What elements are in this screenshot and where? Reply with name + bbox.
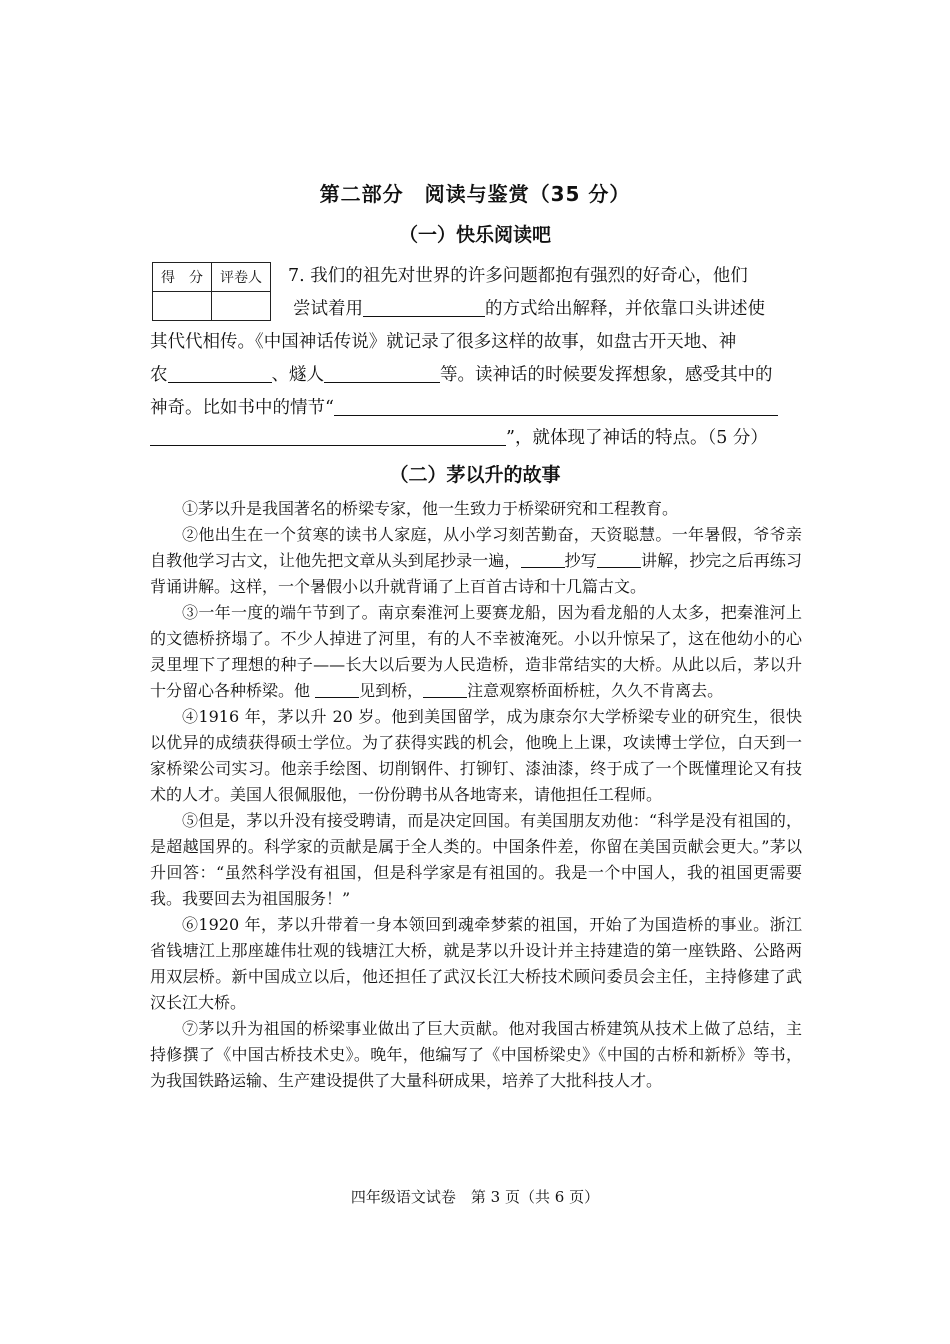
score-label: 得 分 [153,263,212,292]
paragraph-3-blank-2[interactable] [423,681,467,698]
paragraph-3-text-c: 注意观察桥面桥桩，久久不肯离去。 [467,681,724,700]
paragraph-3 [150,600,802,704]
q7-line2-text-a: 尝试着用 [293,299,363,319]
q7-line2-text-b: 的方式给出解释，并依靠口头讲述使 [485,299,765,319]
score-cell[interactable] [153,292,212,321]
paragraph-2-text-a: ②他出生在一个贫寒的读书人家庭，从小学习刻苦勤奋，天资聪慧。一年暑假，爷爷亲自教他学习古文，让他先把文章从头到尾抄录一遍， [150,525,802,570]
part-title: 第二部分 阅读与鉴赏（35 分） [319,182,631,206]
paragraph-6: ⑥1920 年，茅以升带着一身本领回到魂牵梦萦的祖国，开始了为国造桥的事业。浙江省钱塘江上那座雄伟壮观的钱塘江大桥，就是茅以升设计并主持建造的第一座铁路、公路两用双层桥。新中国成立以后，他还担任了武汉长江大桥技术顾问委员会主任，主持修建了武汉长江大桥。 [150,915,802,1012]
paragraph-3-blank-1[interactable] [315,681,359,698]
q7-line4-text-a: 农 [150,365,168,385]
q7-line4-text-c: 等。读神话的时候要发挥想象，感受其中的 [440,365,773,385]
story-passage [150,496,802,1094]
paragraph-7: ⑦茅以升为祖国的桥梁事业做出了巨大贡献。他对我国古桥建筑从技术上做了总结，主持修撰了《中国古桥技术史》。晚年，他编写了《中国桥梁史》《中国的古桥和新桥》等书，为我国铁路运输、生产建设提供了大量科研成果，培养了大批科技人才。 [150,1019,802,1090]
q7-line5-text: 神奇。比如书中的情节“ [150,398,334,418]
grader-label: 评卷人 [212,263,271,292]
q7-line5 [150,392,778,425]
paragraph-3-text-a: ③一年一度的端午节到了。南京秦淮河上要赛龙船，因为看龙船的人太多，把秦淮河上的文德桥挤塌了。不少人掉进了河里，有的人不幸被淹死。小以升惊呆了，这在他幼小的心灵里埋下了理想的种子——长大以后要为人民造桥，造非常结实的大桥。从此以后，茅以升十分留心各种桥梁。他 [150,603,802,700]
section1-title: （一）快乐阅读吧 [398,224,551,246]
paragraph-2-blank-2[interactable] [597,551,641,568]
q7-line6 [150,422,768,455]
paragraph-2-text-b: 抄写 [564,551,597,570]
paragraph-5: ⑤但是，茅以升没有接受聘请，而是决定回国。有美国朋友劝他：“科学是没有祖国的，是超越国界的。科学家的贡献是属于全人类的。中国条件差，你留在美国贡献会更大。”茅以升回答：“虽然科学没有祖国，但是科学家是有祖国的。我是一个中国人，我的祖国更需要我。我要回去为祖国服务！” [150,811,802,908]
paragraph-4: ④1916 年，茅以升 20 岁。他到美国留学，成为康奈尔大学桥梁专业的研究生，很快以优异的成绩获得硕士学位。为了获得实践的机会，他晚上上课，攻读博士学位，白天到一家桥梁公司实习。他亲手绘图、切削钢件、打铆钉、漆油漆，终于成了一个既懂理论又有技术的人才。美国人很佩服他，一份份聘书从各地寄来，请他担任工程师。 [150,707,802,804]
page-footer: 四年级语文试卷 第 3 页（共 6 页） [350,1188,600,1206]
q7-line6-text: ”，就体现了神话的特点。（5 分） [506,428,768,448]
q7-blank-plot-1[interactable] [334,395,778,416]
score-table [152,262,271,321]
q7-line2 [293,293,765,326]
q7-blank-suiren[interactable] [324,362,440,383]
q7-blank-method[interactable] [363,296,485,317]
paragraph-2-text-c: 讲解，抄完之后再练习背诵讲解。这样，一个暑假小以升就背诵了上百首古诗和十几篇古文。 [150,551,802,596]
q7-line4 [150,359,773,392]
grader-cell[interactable] [212,292,271,321]
q7-blank-plot-2[interactable] [150,425,506,446]
paragraph-3-text-b: 见到桥， [359,681,424,700]
q7-blank-shennong[interactable] [168,362,272,383]
paragraph-1: ①茅以升是我国著名的桥梁专家，他一生致力于桥梁研究和工程教育。 [182,499,679,518]
paragraph-2 [150,522,802,600]
q7-line3: 其代代相传。《中国神话传说》就记录了很多这样的故事，如盘古开天地、神 [150,332,737,352]
section2-title: （二）茅以升的故事 [389,464,561,486]
paragraph-2-blank-1[interactable] [521,551,565,568]
q7-line1: 7. 我们的祖先对世界的许多问题都抱有强烈的好奇心，他们 [288,266,748,286]
q7-line4-text-b: 、燧人 [271,365,324,385]
